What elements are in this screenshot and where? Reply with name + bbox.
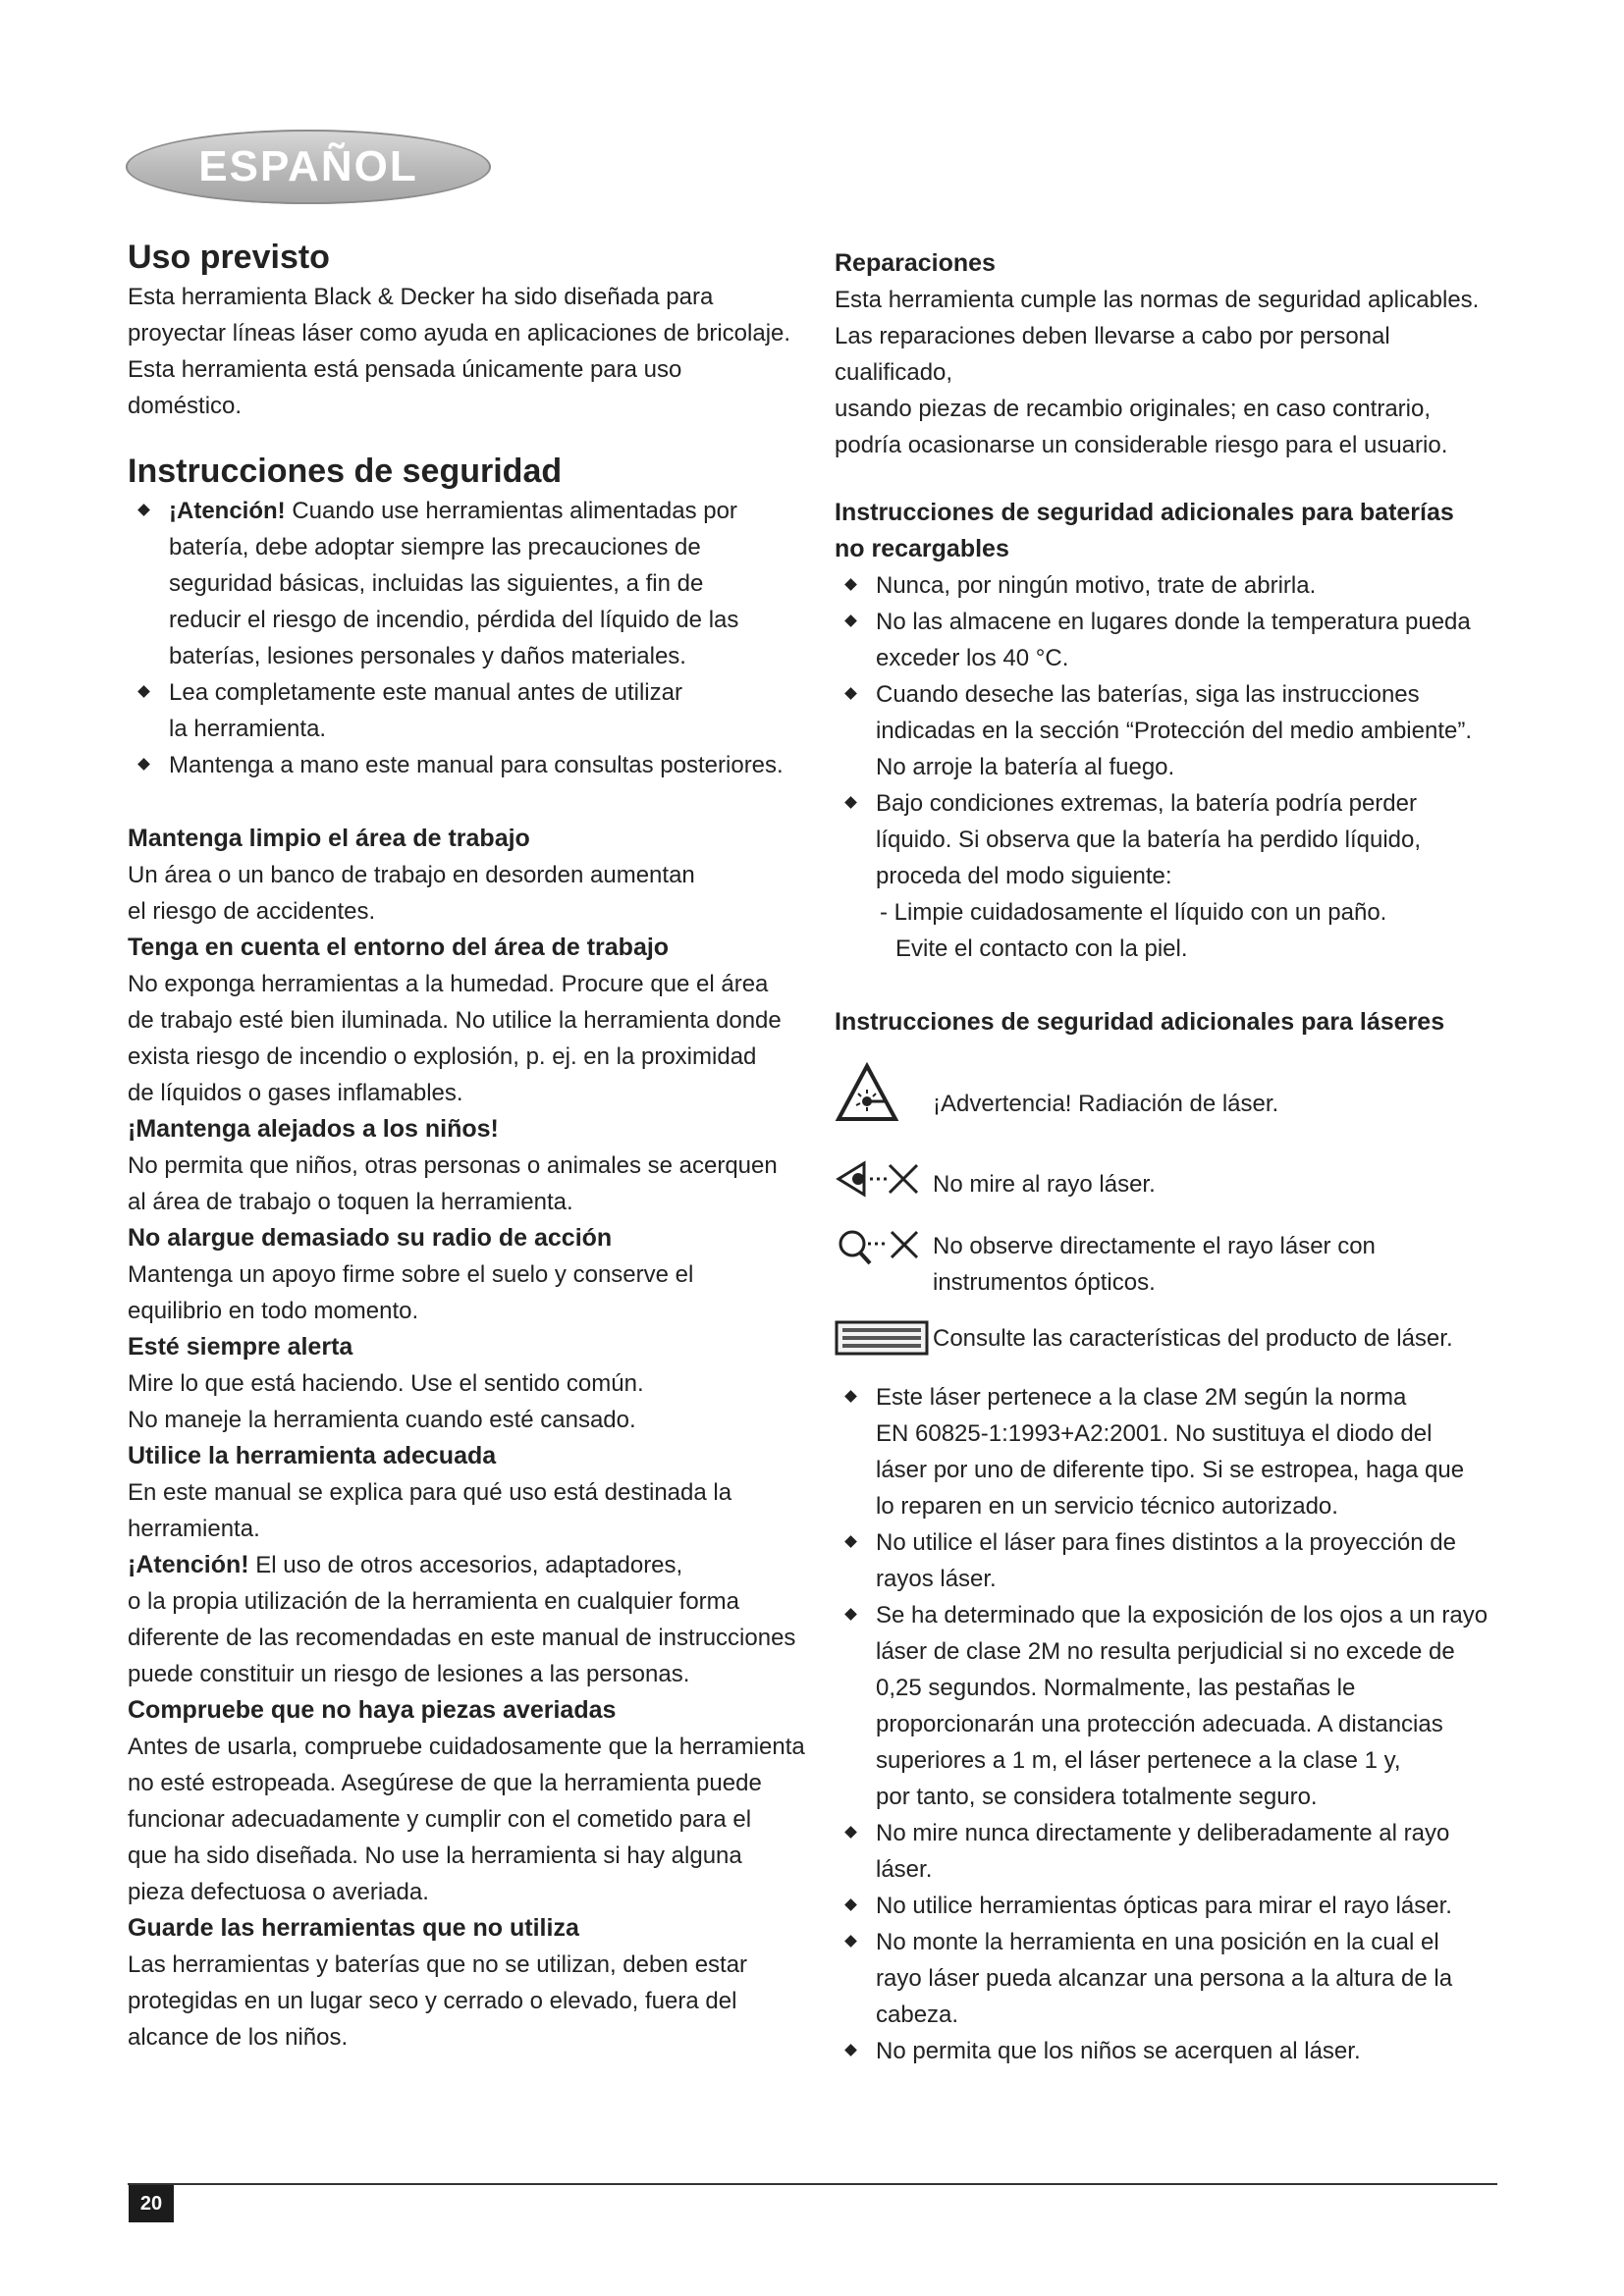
bullet-atencion: ¡Atención! Cuando use herramientas alimentadas por batería, debe adoptar siempre las precauciones de seguridad básicas, incluidas las siguientes, a fin de reducir el riesgo de incendio, pérdida del líquido de las baterías, lesiones personales y daños materiales. [128,493,805,674]
section-title: Tenga en cuenta el entorno del área de trabajo [128,934,670,961]
bullet-item: No utilice el láser para fines distintos a la proyección de rayos láser. [835,1524,1512,1597]
uso-previsto-title: Uso previsto [128,239,330,276]
bullet-icon [844,578,857,591]
bullet-item: Nunca, por ningún motivo, trate de abrirla. [835,567,1512,604]
bullet-item: No utilice herramientas ópticas para mirar el rayo láser. [835,1888,1512,1924]
bullet-item: Bajo condiciones extremas, la batería podría perder líquido. Si observa que la batería ha perdido líquido, proceda del modo siguiente: [835,785,1512,894]
eye-crossed-icon [835,1157,933,1201]
section-title: Utilice la herramienta adecuada [128,1442,497,1469]
bullet-icon [844,1535,857,1548]
right-column: Reparaciones Esta herramienta cumple las normas de seguridad aplicables. Las reparaciones deben llevarse a cabo por personal cualificado, usando piezas de recambio originales; en caso contrario, podría ocasionarse un considerable riesgo para el usuario. Instrucciones de seguridad adicionales para baterías no recargables Nunca, por ningún motivo, trate de abrirla. No las almacene en lugares donde la temperatura pueda exceder los 40 °C. Cuando deseche las baterías, siga las instrucciones indicadas en la sección “Protección del medio ambiente”. No arroje la batería al fuego. Bajo condiciones extremas, la batería podría perder líquido. Si observa que la batería ha perdido líquido, proceda del modo siguiente: - Limpie cuidadosamente el líquido con un paño. Evite el contacto con la piel. Instrucciones de seguridad adicionales para láseres ¡Advertencia! Radiación de láser. No mire al rayo láser. No observe directamente el rayo láser con instrumentos ópticos. Consulte las características del producto de láser. Este láser pertenece a la clase 2M según la norma EN 60825-1:1993+A2:2001. No sustituya el diodo del láser por uno de diferente tipo. Si se estropea, haga que lo reparen en un servicio técnico autorizado. No utilice el láser para fines distintos a la proyección de rayos láser. Se ha determinado que la exposición de los ojos a un rayo láser de clase 2M no resulta perjudicial si no excede de 0,25 segundos. Normalmente, las pestañas le proporcionarán una protección adecuada. A distancias superiores a 1 m, el láser pertenece a la clase 1 y, por tanto, se considera totalmente seguro. No mire nunca directamente y deliberadamente al rayo láser. No utilice herramientas ópticas para mirar el rayo láser. No monte la herramienta en una posición en la cual el rayo láser pueda alcanzar una persona a la altura de la cabeza. No permita que los niños se acerquen al láser. [835,245,1512,2069]
no-observe-row: No observe directamente el rayo láser con instrumentos ópticos. [835,1228,1512,1301]
bullet-lea-manual: Lea completamente este manual antes de utilizar la herramienta. [128,674,805,747]
consulte-row: Consulte las características del producto de láser. [835,1318,1512,1358]
bullet-item: Este láser pertenece a la clase 2M según la norma EN 60825-1:1993+A2:2001. No sustituya el diodo del láser por uno de diferente tipo. Si se estropea, haga que lo reparen en un servicio técnico autorizado. [835,1379,1512,1524]
section-title: Guarde las herramientas que no utiliza [128,1914,579,1942]
bullet-icon [844,796,857,809]
atencion-note: ¡Atención! El uso de otros accesorios, adaptadores, [128,1551,683,1578]
seguridad-title: Instrucciones de seguridad [128,453,563,490]
bullet-icon [137,758,150,771]
bullet-icon [844,1935,857,1948]
laser-title: Instrucciones de seguridad adicionales para láseres [835,1008,1445,1036]
magnifier-crossed-icon [835,1228,933,1271]
bullet-item: Se ha determinado que la exposición de los ojos a un rayo láser de clase 2M no resulta perjudicial si no excede de 0,25 segundos. Normalmente, las pestañas le proporcionarán una protección adecuada. A distancias superiores a 1 m, el láser pertenece a la clase 1 y, por tanto, se considera totalmente seguro. [835,1597,1512,1815]
bullet-icon [844,1826,857,1839]
section-title: Esté siempre alerta [128,1333,353,1361]
baterias-title: Instrucciones de seguridad adicionales para baterías [835,499,1454,526]
laser-warning-row: ¡Advertencia! Radiación de láser. [835,1062,1512,1123]
language-badge-label: ESPAÑOL [198,142,418,190]
bullet-item: No monte la herramienta en una posición en la cual el rayo láser pueda alcanzar una persona a la altura de la cabeza. [835,1924,1512,2033]
bullet-icon [844,2044,857,2056]
section-title: Mantenga limpio el área de trabajo [128,825,530,852]
bullet-icon [844,614,857,627]
footer-divider [128,2183,1497,2185]
bullet-item: No permita que los niños se acerquen al láser. [835,2033,1512,2069]
bullet-icon [137,685,150,698]
bullet-icon [844,687,857,700]
uso-previsto-text: Esta herramienta Black & Decker ha sido diseñada para proyectar líneas láser como ayuda en aplicaciones de bricolaje. Esta herramienta está pensada únicamente para uso doméstico. [128,284,791,419]
bullet-icon [844,1898,857,1911]
section-title: No alargue demasiado su radio de acción [128,1224,613,1252]
bullet-item: No mire nunca directamente y deliberadamente al rayo láser. [835,1815,1512,1888]
section-title: Compruebe que no haya piezas averiadas [128,1696,617,1724]
reparaciones-title: Reparaciones [835,249,996,277]
bullet-item: No las almacene en lugares donde la temperatura pueda exceder los 40 °C. [835,604,1512,676]
laser-label-icon [835,1318,933,1358]
no-mire-row: No mire al rayo láser. [835,1154,1512,1202]
language-badge [126,130,491,204]
bullet-mantenga-manual: Mantenga a mano este manual para consultas posteriores. [128,747,805,783]
sub-bullet-item: - Limpie cuidadosamente el líquido con un paño. Evite el contacto con la piel. [880,899,1387,962]
bullet-icon [844,1608,857,1621]
section-title: ¡Mantenga alejados a los niños! [128,1115,499,1143]
page-number: 20 [129,2185,174,2222]
laser-warning-icon [835,1062,933,1123]
bullet-icon [137,504,150,516]
bullet-item: Cuando deseche las baterías, siga las instrucciones indicadas en la sección “Protección del medio ambiente”. No arroje la batería al fuego. [835,676,1512,785]
bullet-icon [844,1390,857,1403]
left-column: Uso previsto Esta herramienta Black & Decker ha sido diseñada para proyectar líneas láser como ayuda en aplicaciones de bricolaje. Esta herramienta está pensada únicamente para uso doméstico. Instrucciones de seguridad ¡Atención! Cuando use herramientas alimentadas por batería, debe adoptar siempre las precauciones de seguridad básicas, incluidas las siguientes, a fin de reducir el riesgo de incendio, pérdida del líquido de las baterías, lesiones personales y daños materiales. Lea completamente este manual antes de utilizar la herramienta. Mantenga a mano este manual para consultas posteriores. Mantenga limpio el área de trabajo Un área o un banco de trabajo en desorden aumentan el riesgo de accidentes. Tenga en cuenta el entorno del área de trabajo No exponga herramientas a la humedad. Procure que el área de trabajo esté bien iluminada. No utilice la herramienta donde exista riesgo de incendio o explosión, p. ej. en la proximidad de líquidos o gases inflamables. ¡Mantenga alejados a los niños! No permita que niños, otras personas o animales se acerquen al área de trabajo o toquen la herramienta. No alargue demasiado su radio de acción Mantenga un apoyo firme sobre el suelo y conserve el equilibrio en todo momento. Esté siempre alerta Mire lo que está haciendo. Use el sentido común. No maneje la herramienta cuando esté cansado. Utilice la herramienta adecuada En este manual se explica para qué uso está destinada la herramienta. ¡Atención! El uso de otros accesorios, adaptadores, o la propia utilización de la herramienta en cualquier forma diferente de las recomendadas en este manual de instrucciones puede constituir un riesgo de lesiones a las personas. Compruebe que no haya piezas averiadas Antes de usarla, compruebe cuidadosamente que la herramienta no esté estropeada. Asegúrese de que la herramienta puede funcionar adecuadamente y cumplir con el cometido para el que ha sido diseñada. No use la herramienta si hay alguna pieza defectuosa o averiada. Guarde las herramientas que no utiliza Las herramientas y baterías que no se utilizan, deben estar protegidas en un lugar seco y cerrado o elevado, fuera del alcance de los niños. [128,236,805,2056]
